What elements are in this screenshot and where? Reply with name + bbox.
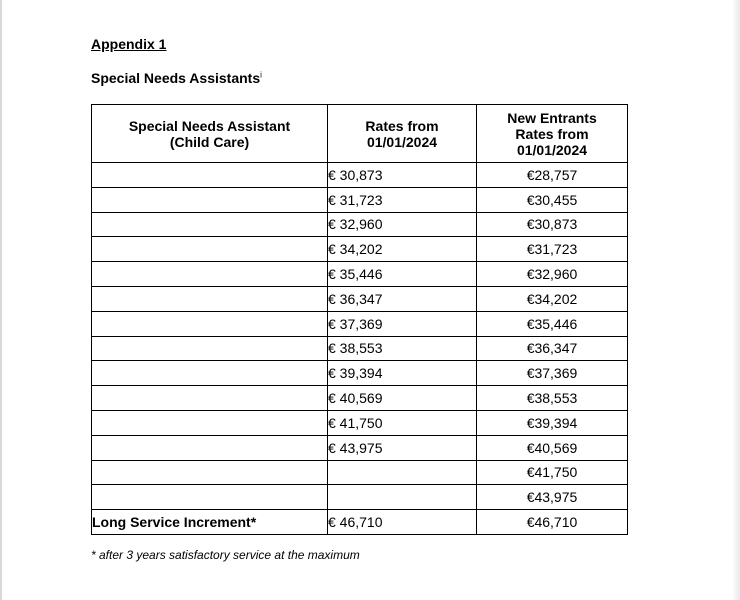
new-entrant-rate-cell: €41,750 [477,460,628,485]
step-label-cell [92,361,328,386]
table-row [92,386,628,411]
rate-cell: € 43,975 [328,435,477,460]
step-label-cell [92,336,328,361]
header-new-entrants [477,105,628,163]
page-edge-right [732,0,740,600]
table-row [92,460,628,485]
rate-cell [328,485,477,510]
section-heading [91,70,262,86]
step-label-cell [92,212,328,237]
step-label-cell [92,187,328,212]
table-row [92,361,628,386]
appendix-heading: Appendix 1 [91,36,167,52]
new-entrant-rate-cell: €37,369 [477,361,628,386]
new-entrant-rate-cell: €43,975 [477,485,628,510]
table-row [92,311,628,336]
rate-cell: € 40,569 [328,386,477,411]
new-entrant-rate-cell: €32,960 [477,262,628,287]
step-label-cell [92,460,328,485]
table-header-row [92,105,628,163]
rate-cell: € 39,394 [328,361,477,386]
header-rates-line: Rates from [365,117,439,134]
step-label-cell [92,311,328,336]
rate-cell: € 34,202 [328,237,477,262]
table-row [92,237,628,262]
new-entrant-rate-cell: €30,455 [477,187,628,212]
table-row [92,262,628,287]
step-label-cell [92,262,328,287]
table-row [92,435,628,460]
rate-cell [328,460,477,485]
new-entrant-rate-cell: €30,873 [477,212,628,237]
rate-cell: € 36,347 [328,286,477,311]
table-row [92,336,628,361]
rate-cell: € 32,960 [328,212,477,237]
endnote-marker: i [260,70,262,80]
new-entrant-rate-cell: €36,347 [477,336,628,361]
table-row [92,187,628,212]
rate-cell: € 38,553 [328,336,477,361]
step-label-cell: Long Service Increment* [92,510,328,535]
header-rates-from [328,105,477,163]
step-label-cell [92,435,328,460]
new-entrant-rate-cell: €38,553 [477,386,628,411]
header-sna [92,105,328,163]
header-new-line: New Entrants [507,109,597,126]
header-sna-line: (Child Care) [169,133,250,150]
step-label-cell [92,410,328,435]
header-new-line: 01/01/2024 [516,141,588,158]
step-label-cell [92,163,328,188]
new-entrant-rate-cell: €39,394 [477,410,628,435]
rate-cell: € 30,873 [328,163,477,188]
header-rates-line: 01/01/2024 [366,133,438,150]
table-row [92,485,628,510]
rate-cell: € 37,369 [328,311,477,336]
page-edge-left [0,0,2,600]
step-label-cell [92,286,328,311]
rate-cell: € 46,710 [328,510,477,535]
table-row [92,212,628,237]
header-sna-line: Special Needs Assistant [128,117,291,134]
table-row [92,286,628,311]
new-entrant-rate-cell: €28,757 [477,163,628,188]
section-heading-text: Special Needs Assistants [91,70,261,86]
rate-cell: € 41,750 [328,410,477,435]
new-entrant-rate-cell: €35,446 [477,311,628,336]
rates-table [91,104,628,535]
step-label-cell [92,485,328,510]
header-new-line: Rates from [515,125,589,142]
footnote: * after 3 years satisfactory service at the maximum [91,548,360,562]
new-entrant-rate-cell: €31,723 [477,237,628,262]
rate-cell: € 31,723 [328,187,477,212]
table-row [92,410,628,435]
new-entrant-rate-cell: €46,710 [477,510,628,535]
table-row [92,510,628,535]
new-entrant-rate-cell: €34,202 [477,286,628,311]
new-entrant-rate-cell: €40,569 [477,435,628,460]
rate-cell: € 35,446 [328,262,477,287]
table-row [92,163,628,188]
step-label-cell [92,237,328,262]
step-label-cell [92,386,328,411]
